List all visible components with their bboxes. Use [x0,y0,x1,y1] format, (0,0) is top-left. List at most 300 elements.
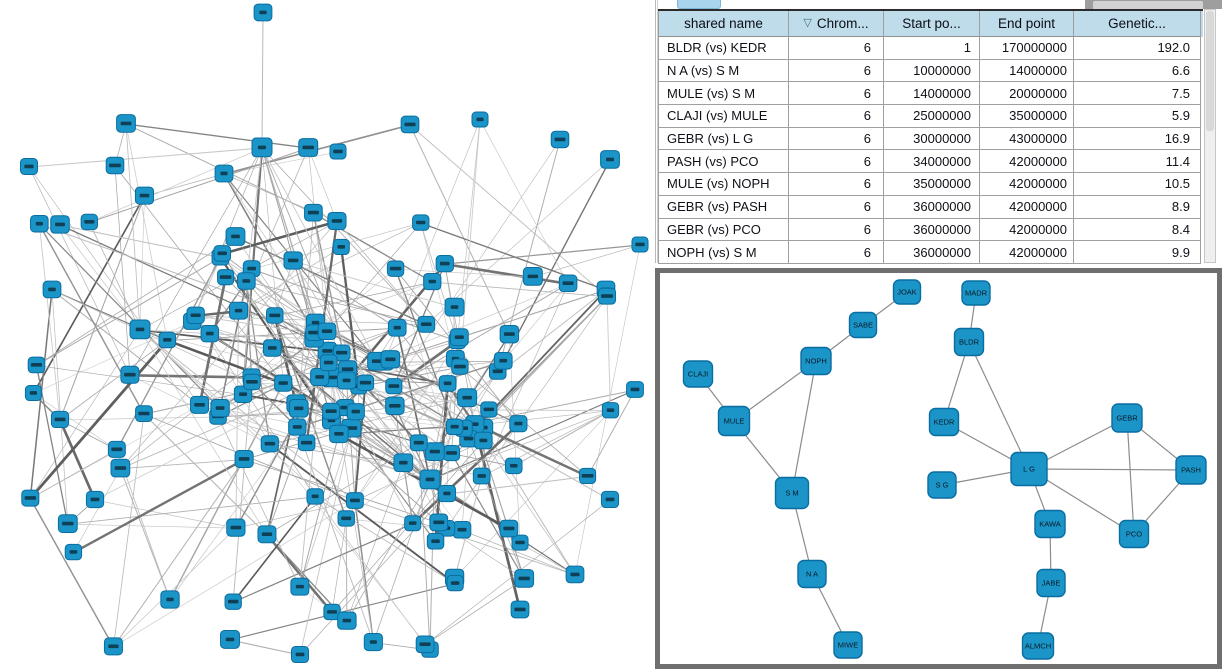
network-node[interactable] [221,631,240,649]
column-header-end-point[interactable] [980,11,1074,37]
node-label [514,608,525,612]
cell-shared-name[interactable]: GEBR (vs) PCO [658,219,789,242]
cell-start[interactable]: 10000000 [884,60,980,83]
network-node[interactable] [330,144,346,159]
network-edge [39,224,60,420]
cell-end[interactable]: 42000000 [980,173,1074,196]
node-label [389,404,401,408]
network-node[interactable] [58,515,77,533]
cell-start[interactable]: 30000000 [884,128,980,151]
network-node[interactable] [323,403,340,419]
network-node[interactable] [161,591,179,608]
cell-end[interactable]: 42000000 [980,219,1074,242]
network-node[interactable] [453,521,471,538]
node-label [457,528,466,532]
node-label [296,585,304,589]
network-node[interactable] [338,612,356,629]
network-edge [126,124,140,330]
network-node[interactable] [111,459,130,477]
node-label [296,653,305,657]
network-node[interactable] [226,228,245,246]
network-node[interactable] [22,490,39,506]
cell-start[interactable]: 36000000 [884,196,980,219]
network-edge [126,124,308,148]
network-node[interactable] [252,138,272,157]
node-label [216,406,225,410]
node-label [430,450,440,454]
network-node[interactable] [500,325,518,342]
network-node[interactable] [238,273,256,290]
network-node[interactable] [31,215,49,232]
cell-chromosome[interactable]: 6 [789,37,884,60]
network-node[interactable] [598,288,615,304]
table-header-row [658,11,1203,37]
network-node[interactable] [289,400,308,418]
node-label [239,457,250,461]
node-label [115,466,126,470]
network-node[interactable] [25,386,41,401]
cell-shared-name[interactable]: NOPH (vs) S M [658,241,789,264]
horizontal-scrollbar-fragment[interactable] [1085,0,1222,9]
node-MADR[interactable] [962,281,990,305]
node-label [322,329,332,333]
network-node[interactable] [523,267,542,285]
cell-end[interactable]: 42000000 [980,150,1074,173]
network-node[interactable] [333,239,349,254]
node-SM[interactable] [776,478,809,509]
network-edge-GEBR-PCO[interactable] [1127,418,1134,534]
cell-end[interactable]: 14000000 [980,60,1074,83]
cell-genetic[interactable]: 9.9 [1074,241,1201,264]
cell-shared-name[interactable]: GEBR (vs) L G [658,128,789,151]
network-node[interactable] [510,416,527,432]
network-node[interactable] [214,246,231,262]
network-node[interactable] [446,419,462,435]
node-label: SABE [852,320,874,330]
network-node[interactable] [381,351,400,368]
network-node[interactable] [191,396,209,413]
node-label [370,640,377,644]
node-label [503,527,514,531]
network-node[interactable] [337,372,355,389]
network-node[interactable] [28,357,45,373]
node-label [166,598,173,602]
table-row[interactable] [658,60,1203,83]
node-NA[interactable] [798,561,826,588]
network-edge [394,140,560,387]
node-label [30,391,37,395]
network-node[interactable] [436,256,453,272]
node-MULE[interactable] [719,407,750,436]
network-node[interactable] [566,566,584,583]
network-node[interactable] [275,375,292,391]
node-label [239,392,247,396]
node-KAWA[interactable] [1035,511,1065,538]
selected-network-canvas[interactable] [660,273,1217,664]
network-node[interactable] [413,215,429,230]
cell-chromosome[interactable]: 6 [789,82,884,105]
node-JOAK[interactable] [894,280,921,304]
node-label [91,498,100,502]
network-node[interactable] [307,489,323,504]
node-label [326,409,337,413]
cell-chromosome[interactable]: 6 [789,219,884,242]
network-node[interactable] [473,468,490,484]
network-node[interactable] [347,404,364,420]
network-edge [52,290,68,524]
network-node[interactable] [20,158,37,174]
network-node[interactable] [388,320,406,337]
node-label [420,642,431,646]
node-label [136,328,145,332]
network-node[interactable] [410,435,427,451]
network-edge-BLDR-LG[interactable] [969,342,1029,469]
cell-genetic[interactable]: 192.0 [1074,37,1201,60]
network-node[interactable] [452,359,468,374]
network-node[interactable] [364,634,382,651]
network-edge [36,365,243,394]
node-KEDR[interactable] [930,409,959,436]
node-label [109,164,121,168]
cell-end[interactable]: 170000000 [980,37,1074,60]
node-ALMCH[interactable] [1023,633,1054,659]
network-node[interactable] [472,112,488,127]
node-label [226,638,234,642]
node-JABE[interactable] [1037,570,1065,597]
node-label [265,442,276,446]
table-row[interactable] [658,150,1203,173]
node-label [484,408,494,412]
network-node[interactable] [347,493,364,509]
cell-shared-name[interactable]: GEBR (vs) PASH [658,196,789,219]
node-label [446,451,457,455]
network-edge [144,174,224,196]
node-label [451,581,460,585]
cell-shared-name[interactable]: CLAJI (vs) MULE [658,105,789,128]
cell-start[interactable]: 25000000 [884,105,980,128]
network-node[interactable] [320,355,337,371]
network-node[interactable] [104,638,122,655]
network-node[interactable] [227,519,245,536]
node-GEBR[interactable] [1112,404,1142,432]
network-node[interactable] [305,204,323,221]
cell-genetic[interactable]: 5.9 [1074,105,1201,128]
network-node[interactable] [187,307,204,323]
cell-start[interactable]: 1 [884,37,980,60]
node-label [352,410,360,414]
column-header-genetic-[interactable] [1074,11,1201,37]
node-CLAJI[interactable] [684,361,713,387]
node-label [388,384,399,388]
network-node[interactable] [65,544,81,559]
node-label [230,526,241,530]
network-node[interactable] [117,115,136,133]
network-node[interactable] [475,432,493,449]
cell-shared-name[interactable]: N A (vs) S M [658,60,789,83]
network-node[interactable] [500,520,518,537]
cell-genetic[interactable]: 11.4 [1074,150,1201,173]
network-node[interactable] [394,454,413,472]
network-node[interactable] [106,157,124,174]
node-label [514,422,522,426]
node-label: MADR [964,288,988,298]
network-node[interactable] [427,534,443,550]
table-row[interactable] [658,105,1203,128]
network-node[interactable] [159,332,176,348]
cell-start[interactable]: 34000000 [884,150,980,173]
network-edge [607,297,611,411]
cell-shared-name[interactable]: MULE (vs) S M [658,82,789,105]
network-node[interactable] [416,636,434,653]
cell-shared-name[interactable]: BLDR (vs) KEDR [658,37,789,60]
node-label [55,223,65,227]
column-header-chrom-[interactable] [789,11,884,37]
node-MIWE[interactable] [834,632,862,658]
node-label [433,521,444,525]
network-node[interactable] [405,516,421,531]
network-node[interactable] [235,450,253,467]
node-PASH[interactable] [1176,456,1206,484]
network-edge [503,284,568,362]
table-row[interactable] [658,82,1203,105]
cell-chromosome[interactable]: 6 [789,196,884,219]
cell-end[interactable]: 42000000 [980,241,1074,264]
node-NOPH[interactable] [801,348,831,375]
network-node[interactable] [418,316,435,332]
table-row[interactable] [658,219,1203,242]
cell-start[interactable]: 36000000 [884,241,980,264]
node-BLDR[interactable] [955,329,984,356]
network-edge [337,222,426,325]
node-label [337,245,345,249]
node-label [394,326,401,330]
node-label [606,498,615,502]
filter-icon[interactable]: ▽ [803,17,812,29]
network-node[interactable] [425,443,444,461]
network-edge [115,166,130,375]
cell-end[interactable]: 43000000 [980,128,1074,151]
node-label: PASH [1181,465,1201,475]
network-node[interactable] [230,302,248,319]
node-label [334,432,343,436]
network-edge-LG-PASH[interactable] [1029,469,1191,470]
network-node[interactable] [121,366,139,383]
network-node[interactable] [136,406,153,422]
network-node[interactable] [51,216,70,233]
network-node[interactable] [447,576,463,591]
network-node[interactable] [445,298,464,316]
network-edge [140,330,267,535]
network-node[interactable] [299,139,318,157]
network-node[interactable] [43,281,61,298]
node-label [601,294,613,298]
table-row[interactable] [658,173,1203,196]
node-label [399,461,407,465]
column-header-shared-name[interactable] [658,11,789,37]
network-node[interactable] [328,212,346,229]
network-edge [113,528,235,647]
column-header-label: shared name [684,16,763,31]
cell-end[interactable]: 42000000 [980,196,1074,219]
node-label [426,478,435,482]
network-node[interactable] [267,308,283,323]
network-node[interactable] [386,379,402,394]
network-edge [33,394,116,450]
node-label [25,496,36,500]
network-node[interactable] [632,237,648,252]
network-node[interactable] [108,441,125,457]
column-header-start-po-[interactable] [884,11,980,37]
network-node[interactable] [130,320,150,339]
network-node[interactable] [439,376,456,392]
network-node[interactable] [601,491,618,507]
node-label [124,373,136,377]
cell-genetic[interactable]: 6.6 [1074,60,1201,83]
network-node[interactable] [51,411,68,427]
network-node[interactable] [515,570,534,588]
network-node[interactable] [338,511,354,526]
network-node[interactable] [511,601,529,618]
network-node[interactable] [215,165,233,182]
table-scrollbar-thumb[interactable] [1206,11,1214,131]
network-edge [29,148,262,167]
network-edge [475,425,520,610]
network-node[interactable] [505,458,522,474]
cell-genetic[interactable]: 8.9 [1074,196,1201,219]
table-row[interactable] [658,37,1203,60]
network-node[interactable] [81,214,97,229]
network-edge [113,460,244,647]
node-label [111,447,122,451]
node-label: BLDR [958,337,980,347]
network-node[interactable] [225,594,241,609]
network-node[interactable] [443,445,459,460]
cell-start[interactable]: 35000000 [884,173,980,196]
network-node[interactable] [430,514,448,531]
node-label [269,314,280,318]
network-node[interactable] [494,352,512,369]
network-node[interactable] [291,578,309,595]
cell-chromosome[interactable]: 6 [789,150,884,173]
network-node[interactable] [450,329,468,346]
table-row[interactable] [658,128,1203,151]
node-label [312,321,319,325]
network-node[interactable] [438,485,455,501]
node-label: CLAJI [687,369,709,379]
cell-end[interactable]: 35000000 [980,105,1074,128]
cell-shared-name[interactable]: MULE (vs) NOPH [658,173,789,196]
network-node[interactable] [551,131,569,147]
network-node[interactable] [627,382,644,398]
node-label [262,532,272,536]
network-node[interactable] [211,400,229,417]
node-label [343,379,351,383]
node-label: S M [785,488,799,498]
network-node[interactable] [289,419,306,435]
network-node[interactable] [387,261,403,276]
node-label [431,539,439,543]
network-node[interactable] [386,397,404,414]
node-PCO[interactable] [1120,521,1149,548]
network-node[interactable] [401,116,419,133]
network-node[interactable] [318,323,336,340]
network-node[interactable] [258,526,276,543]
network-node[interactable] [261,436,278,452]
network-node[interactable] [201,325,218,341]
node-label [48,288,56,292]
cell-chromosome[interactable]: 6 [789,173,884,196]
cell-genetic[interactable]: 10.5 [1074,173,1201,196]
cell-start[interactable]: 36000000 [884,219,980,242]
cell-genetic[interactable]: 16.9 [1074,128,1201,151]
node-label [451,425,459,429]
network-node[interactable] [298,435,315,451]
node-label [279,381,288,385]
cell-chromosome[interactable]: 6 [789,241,884,264]
cell-genetic[interactable]: 7.5 [1074,82,1201,105]
network-node[interactable] [481,402,497,417]
network-node[interactable] [512,535,528,550]
node-label [343,619,351,623]
network-node[interactable] [254,4,272,21]
network-edge [432,282,607,297]
node-label [228,600,238,604]
node-LG[interactable] [1011,453,1047,486]
cell-end[interactable]: 20000000 [980,82,1074,105]
cell-chromosome[interactable]: 6 [789,60,884,83]
network-node[interactable] [602,403,618,418]
node-label [163,338,171,342]
network-node[interactable] [135,187,153,204]
node-label [268,346,277,350]
cell-genetic[interactable]: 8.4 [1074,219,1201,242]
network-node[interactable] [601,151,620,169]
table-vertical-scrollbar[interactable] [1204,9,1216,263]
node-label [360,381,371,385]
node-label [454,365,466,369]
node-label: L G [1023,464,1035,474]
node-SG[interactable] [928,472,956,498]
cell-shared-name[interactable]: PASH (vs) PCO [658,150,789,173]
network-node[interactable] [244,374,260,389]
node-label [62,522,73,526]
table-row[interactable] [658,196,1203,219]
node-label [259,11,266,15]
cell-start[interactable]: 14000000 [884,82,980,105]
network-node[interactable] [580,468,596,483]
network-node[interactable] [559,275,577,292]
network-node[interactable] [420,470,440,489]
network-edge-NOPH-SM[interactable] [792,361,816,493]
network-node[interactable] [291,646,308,662]
node-label [504,332,515,336]
network-node[interactable] [264,340,282,357]
network-node[interactable] [424,273,441,289]
cell-chromosome[interactable]: 6 [789,105,884,128]
network-node[interactable] [458,389,477,407]
table-row[interactable] [658,241,1203,264]
scrollbar-thumb[interactable] [1093,1,1203,9]
node-label [607,408,614,412]
cell-chromosome[interactable]: 6 [789,128,884,151]
network-node[interactable] [330,425,348,442]
network-node[interactable] [218,270,234,285]
node-SABE[interactable] [850,313,877,338]
node-label [55,418,66,422]
network-node[interactable] [86,491,103,507]
network-node[interactable] [284,252,302,269]
network-node[interactable] [357,375,373,390]
